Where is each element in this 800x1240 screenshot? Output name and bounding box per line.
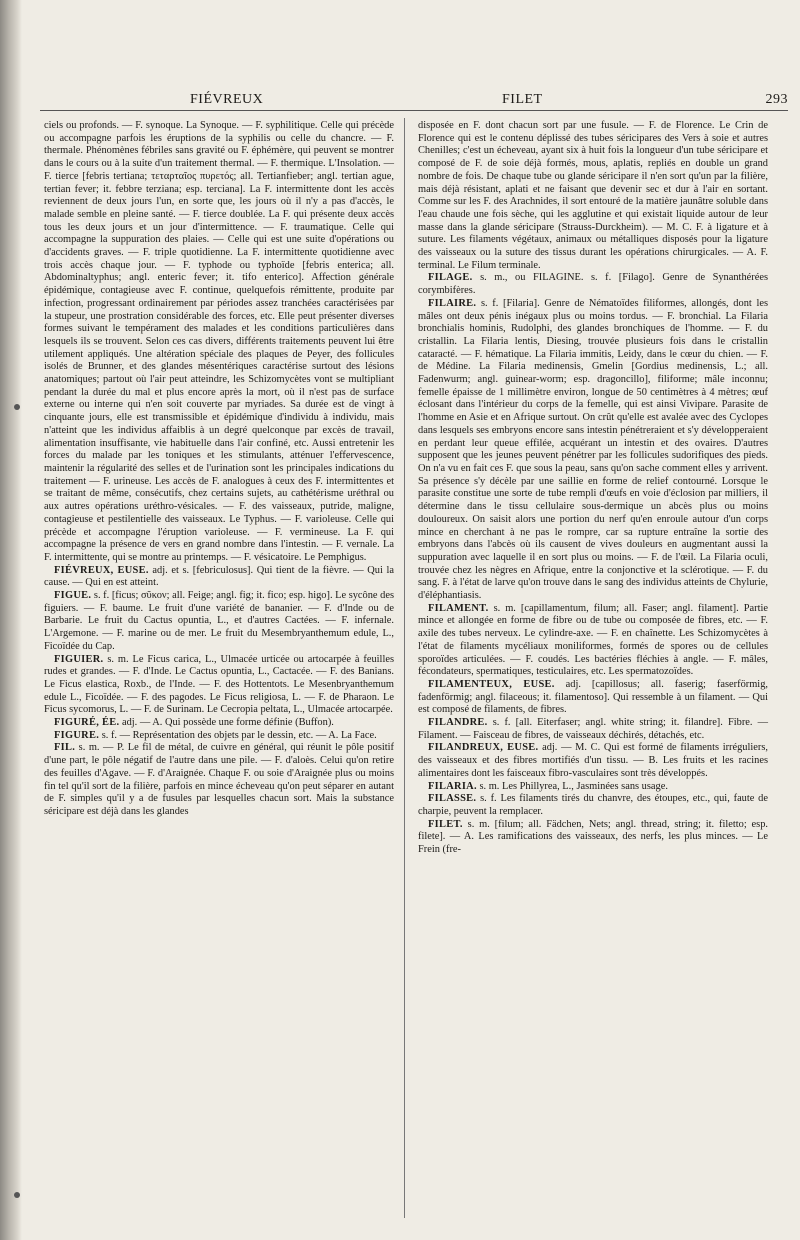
right-column <box>418 120 768 857</box>
dictionary-entry <box>418 272 768 297</box>
entry-headword: FILAIRE. <box>428 297 477 309</box>
entry-text: s. f. [Filaria]. Genre de Nématoïdes filiformes, allongés, dont les mâles ont deux pénis inégaux plus ou moins tordus. — F. bronchial. La Filaria bronchialis hominis, Rudolphi, des glandes bronchiques de l'homme. — F. du cristallin. La Filaria lentis, Diesing, trouvée plusieurs fois dans le cristallin cataracté. — F. hématique. La Filaria immitis, Leidy, dans le cœur du chien. — F. de Médine. La Filaria medinensis, Gmelin [Gordius medinensis, L.; all. Fadenwurm; angl. guinear-worm; esp. dragoncillo], filiforme; mâle inconnu; femelle épaisse de 1 millimètre environ, longue de 50 centimètres à 4 mètres; œuf éclosant dans l'intérieur du corps de la femelle, qui est ainsi Vivipare. Parasite de l'homme en Asie et en Afrique surtout. On crût qu'elle est avalée avec des Cyclopes dans lesquels ses embryons encore sans intestin pénétreraient et s'y développeraient en perdant leur queue effilée, acquérant un intestin et des ovaires. D'autres supposent que les jeunes peuvent pénétrer par les follicules sudorifiques des pieds. On n'a vu en fait ces F. que sous la peau, sans qu'on sache comment elles y arrivent. Sa présence s'y décèle par une saillie en forme de relief contourné. Lorsque le parasite constitue une sorte de tube rempli d'œufs en voie d'éclosion par milliers, il détermine dans le tissu cellulaire sous-dermique un abcès plus ou moins douloureux. On saisit alors une portion du nerf qu'en enroule autour d'un corps mince en cherchant à ne pas le rompre, car sa rupture entraîne la sortie des embryons dans l'abcès où ils causent de vives douleurs en augmentant aussi la suppuration avec laquelle il en sort plus ou moins. — F. de l'œil. La Filaria oculi, trouvée chez les nègres en Afrique, entre la conjonctive et la sclérotique. — F. du sang. F. à l'état de larve qu'on trouve dans le sang des individus atteints de Chylurie, d'éléphantiasis. <box>418 297 768 602</box>
header-center-word: FILET <box>502 92 543 107</box>
dictionary-entry <box>44 120 394 565</box>
dictionary-entry <box>418 717 768 742</box>
dictionary-entry <box>418 603 768 679</box>
entry-text: adj. — A. Qui possède une forme définie (Buffon). <box>121 717 334 729</box>
entry-headword: FILAGE. <box>428 272 473 284</box>
dictionary-entry <box>418 781 768 794</box>
scan-mark <box>14 1192 20 1198</box>
dictionary-entry <box>44 730 394 743</box>
dictionary-entry <box>418 819 768 857</box>
dictionary-entry <box>44 717 394 730</box>
book-binding-shadow <box>0 0 22 1240</box>
column-divider <box>404 118 405 1218</box>
page-number: 293 <box>765 92 788 107</box>
entry-text: s. m. [capillamentum, filum; all. Faser; angl. filament]. Partie mince et allongée en forme de fibre ou de tube ou composée de fibres, etc. — F. axile des tubes nerveux. Le cylindre-axe. — F. en chaînette. Les Schizomycètes à l'état de filaments mycéliaux moniliformes, formés de spores ou de cellules sporoïdes articulées. — F. coudés. Les bactéries fléchies à angle. — F. mâles, fécondateurs, spermatiques, testiculaires, etc. Les spermatozoïdes. <box>418 602 768 678</box>
entry-headword: FILARIA. <box>428 780 477 792</box>
entry-text: s. m., ou FILAGINE. s. f. [Filago]. Genre de Synanthérées corymbifères. <box>418 272 768 297</box>
entry-headword: FIL. <box>54 742 76 754</box>
dictionary-entry <box>44 590 394 654</box>
header-left-word: FIÉVREUX <box>190 92 264 107</box>
dictionary-entry <box>418 679 768 717</box>
entry-text: disposée en F. dont chacun sort par une fusule. — F. de Florence. Le Crin de Florence qui est le contenu déplissé des tubes séricipares des Vers à soie et autres Chenilles; c'est un écheveau, ayant six à huit fois la longueur d'un tube séricipare et composé de F. de soie déjà formés, mous, aplatis, repliés en double un grand nombre de fois. De chaque tube ou glande séricipare il n'en sort qu'un par la filière, mais déjà résistant, aplati et ne faisant que devenir sec et dur à l'air en sortant. Comme sur les F. des Arachnides, il sort entouré de la matière jaunâtre soluble dans l'eau chaude une fois sèche, qui les agglutine et qui existait liquide autour de leur masse dans la glande séricipare (Strauss-Durckheim). — M. C. F. à ligature et à suture. Les filaments végétaux, animaux ou métalliques disposés pour la ligature des vaisseaux ou la suture des tissus durant les opérations chirurgicales. — A. F. terminal. Le Filum terminale. <box>418 120 768 271</box>
entry-text: adj. et s. [febriculosus]. Qui tient de la fièvre. — Qui la cause. — Qui en est atteint. <box>44 564 394 589</box>
header-rule <box>40 110 788 111</box>
entry-headword: FIÉVREUX, EUSE. <box>54 564 149 576</box>
entry-text: s. m. Les Phillyrea, L., Jasminées sans usage. <box>479 780 668 792</box>
entry-text: s. f. [all. Eiterfaser; angl. white string; it. filandre]. Fibre. — Filament. — Faisceau de fibres, de vaisseaux déchirés, détachés, etc. <box>418 717 769 741</box>
dictionary-entry <box>418 298 768 603</box>
entry-headword: FILANDREUX, EUSE. <box>428 742 539 754</box>
dictionary-entry <box>418 120 768 272</box>
entry-headword: FILAMENTEUX, EUSE. <box>428 678 555 690</box>
scan-mark <box>14 404 20 410</box>
entry-headword: FIGUIER. <box>54 653 104 665</box>
entry-text: adj. [capillosus; all. faserig; faserförmig, fadenförmig; angl. filaceous; it. filamentoso]. Qui ressemble à un filament. — Qui est composé de filaments, de fibres. <box>418 678 768 716</box>
entry-text: s. f. Les filaments tirés du chanvre, des étoupes, etc., qui, faute de charpie, peuvent la remplacer. <box>418 793 768 817</box>
entry-text: s. m. Le Ficus carica, L., Ulmacée urticée ou artocarpée à feuilles rudes et grandes. — F. d'Inde. Le Cactus opuntia, L., Cactacée. — F. des Banians. Le Ficus elastica, Roxb., de l'Inde. — F. des Hottentots. Le Mesenbryanthemum edule L., Ficoïdée. — F. des pagodes. Le Ficus religiosa, L. — F. de Pharaon. Le Ficus sycomorus, L. — F. de Surinam. Le Cecropia peltata, L., Ulmacée artocarpée. <box>44 653 394 716</box>
entry-text: s. m. — P. Le fil de métal, de cuivre en général, qui réunit le pôle positif d'une part, le pôle négatif de l'autre dans une pile. — F. d'aloès. Celui qu'on retire des feuilles d'Agave. — F. d'Araignée. Chaque F. ou soie d'Araignée plus ou moins fin tel qu'il sort de la filière, parfois en mince écheveau qu'on peut séparer en autant de F. simples qu'il y a de fusules par lesquelles chacun sort. Mais la substance séricipare est déjà dans les glandes <box>44 742 394 817</box>
entry-headword: FIGURE. <box>54 729 100 741</box>
running-header <box>40 92 788 108</box>
entry-headword: FIGURÉ, ÉE. <box>54 717 120 729</box>
dictionary-entry <box>418 793 768 818</box>
entry-headword: FIGUE. <box>54 590 92 602</box>
entry-text: s. f. — Représentation des objets par le dessin, etc. — A. La Face. <box>101 729 377 741</box>
dictionary-entry <box>418 742 768 780</box>
dictionary-entry <box>44 654 394 718</box>
entry-headword: FILANDRE. <box>428 717 488 729</box>
entry-headword: FILAMENT. <box>428 602 489 614</box>
entry-headword: FILET. <box>428 818 463 830</box>
entry-text: ciels ou profonds. — F. synoque. La Synoque. — F. syphilitique. Celle qui précède ou accompagne parfois les éruptions de la syphilis ou celle du chancre. — F. thermale. Phénomènes fébriles sans gravité ou F. éphémère, qui peuvent se montrer dans le cours ou à la suite d'un traitement thermal. — F. thermique. L'Insolation. — F. tierce [febris tertiana; τεταρταῖος πυρετός; all. Tertianfieber; angl. tertian ague, tertian fever; it. febbre terziana; esp. terciana]. La F. intermittente dont les accès reviennent de deux jours l'un, en sorte que, les jours où il n'y a pas d'accès, le malade semble en pleine santé. — F. tierce doublée. La F. qui présente deux accès tous les deux jours et un jour d'intermittence. — F. traumatique. Celle qui accompagne la suppuration des plaies. — Celle qui est une suite d'opérations ou d'accidents graves. — F. triple quotidienne. La F. intermittente quotidienne avec trois accès chaque jour. — F. typhode ou typhoïde [febris enterica; all. Abdominaltyphus; angl. enteric fever; it. tifo enterico]. Affection générale épidémique, contagieuse avec F. continue, quelquefois rémittente, produite par infection, progressant ordinairement par périodes assez tranchées caractérisées par la stupeur, une prostration considérable des forces, etc. Elle peut présenter diverses formes suivant le tempérament des malades et les conditions particulières dans lesquels ils se trouvent. Selon ces cas divers, différents traitements peuvent lui être utilement appliqués. Une altération spéciale des plaques de Peyer, des follicules isolés de Brunner, et des glandes mésentériques caractérise surtout des lésions anatomiques; partout où l'air peut atteindre, les Schizomycètes vont se multipliant pendant la durée du mal et plus encore après la mort, où il n'est pas de surface externe ou interne qui n'en soit couverte par myriades. Sa durée est de vingt à cinquante jours, elle est transmissible et épidémique d'individu à individu, mais n'atteint que les individus affaiblis à un degré quelconque par excès de travail, alimentation insuffisante, vie habituelle dans l'air confiné, etc. Aussi entretenir les forces du malade par les toniques et les stimulants, atténuer l'effervescence, maintenir la régularité des selles et de l'urination sont les principales indications du traitement — F. urineuse. Les accès de F. analogues à ceux des F. intermittentes et se traitant de même, consécutifs, chez certains sujets, au cathétérisme uréthral ou aux autres opérations uréthro-vésicales. — F. des vaisseaux, putride, maligne, contagieuse et pestilentielle des vaisseaux. Le Typhus. — F. varioleuse. Celle qui précède et accompagne l'éruption varioleuse. — F. vermineuse. La F. qui accompagne la présence de vers en grand nombre dans l'intestin. — F. vernale. La F. intermittente, qui se montre au printemps. — F. vésicatoire. Le Pemphigus. <box>44 120 394 563</box>
entry-text: s. m. [filum; all. Fädchen, Nets; angl. thread, string; it. filetto; esp. filete]. — A. Les ramifications des vaisseaux, des nerfs, les plus minces. — Le Frein (fre- <box>418 818 768 856</box>
left-column <box>44 120 394 819</box>
dictionary-entry <box>44 565 394 590</box>
entry-headword: FILASSE. <box>428 793 477 805</box>
entry-text: adj. — M. C. Qui est formé de filaments irréguliers, des vaisseaux et des fibres mortifiés d'un tissu. — B. Les fruits et les racines alimentaires dont les faisceaux fibro-vasculaires sont très développés. <box>418 742 768 779</box>
entry-text: s. f. [ficus; σῦκον; all. Feige; angl. fig; it. fico; esp. higo]. Le sycône des figuiers. — F. baume. Le fruit d'une variété de bananier. — F. d'Inde ou de Barbarie. Le fruit du Cactus opuntia, L., et d'autres Cactées. — F. infernale. L'Argemone. — F. marine ou de mer. Le fruit du Mesembryanthemum edule, L., Ficoïdée du Cap. <box>44 590 394 652</box>
dictionary-entry <box>44 742 394 818</box>
